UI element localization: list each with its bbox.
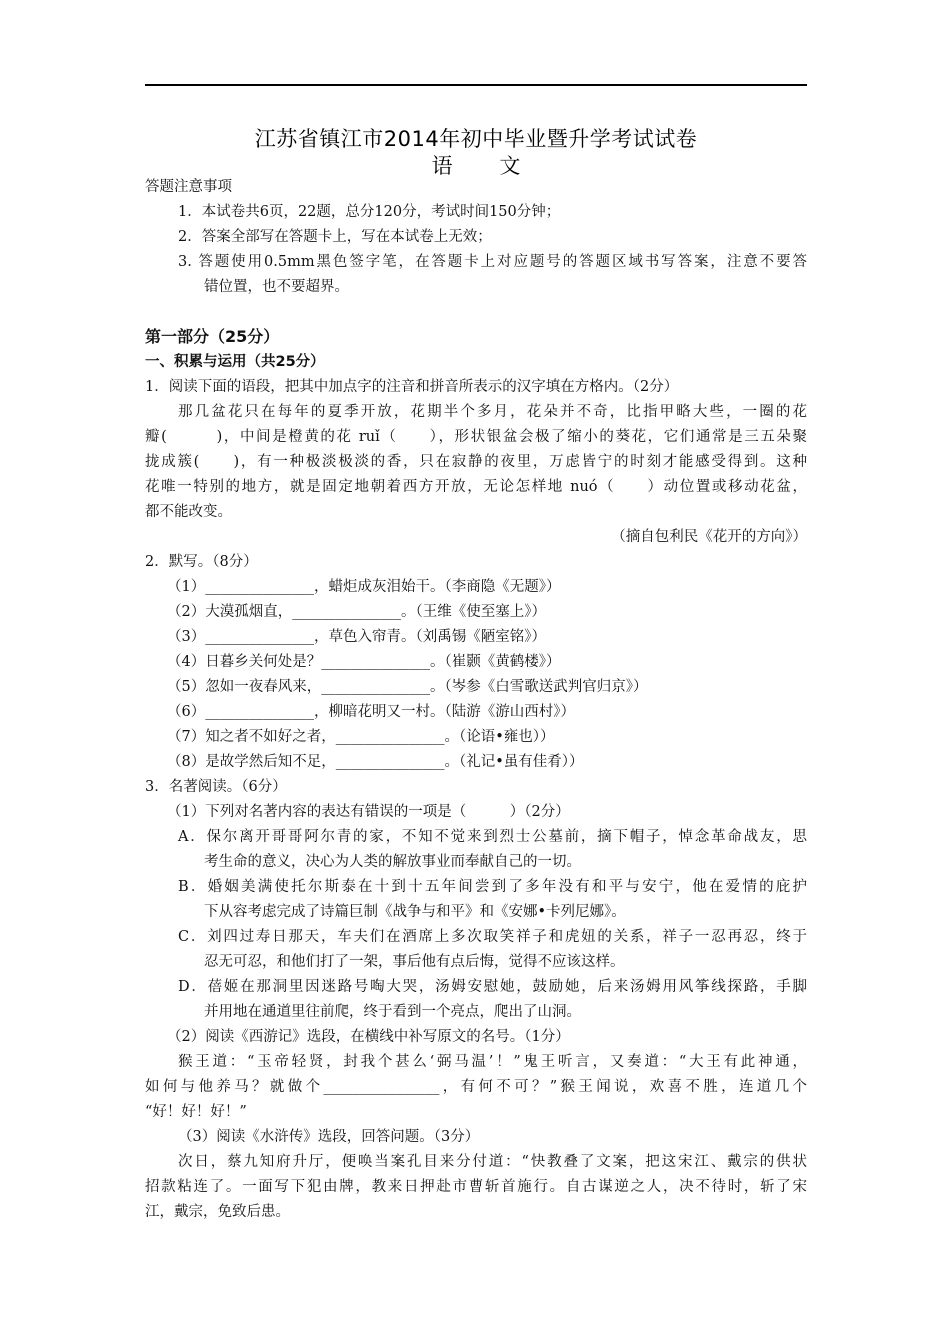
section1-title: 一、积累与运用（共25分） [145, 354, 325, 370]
q1-passage-line: 花唯一特别的地方，就是固定地朝着西方开放，无论怎样地 nuó（ ）动位置或移动花盆， [145, 479, 807, 495]
q3-option-b-cont: 下从容考虑完成了诗篇巨制《战争与和平》和《安娜•卡列尼娜》。 [204, 904, 626, 920]
q3-shuihu-line: 次日，蔡九知府升厅，便唤当案孔目来分付道：“快教叠了文案，把这宋江、戴宗的供状 [178, 1154, 807, 1170]
q3-option-a: A．保尔离开哥哥阿尔青的家，不知不觉来到烈士公墓前，摘下帽子，悼念革命战友，思 [178, 829, 807, 845]
q1-passage-line: 那几盆花只在每年的夏季开放，花期半个多月，花朵并不奇，比指甲略大些，一圈的花 [178, 404, 807, 420]
q3-option-d-cont: 并用地在通道里往前爬，终于看到一个亮点，爬出了山洞。 [204, 1004, 581, 1020]
q3-option-c-cont: 忍无可忍，和他们打了一架，事后他有点后悔，觉得不应该这样。 [204, 954, 625, 970]
q1-prompt: 1．阅读下面的语段，把其中加点字的注音和拼音所表示的汉字填在方格内。（2分） [145, 379, 679, 395]
q3-option-b: B．婚姻美满使托尔斯泰在十到十五年间尝到了多年没有和平与安宁，他在爱情的庇护 [178, 879, 807, 895]
notice-heading: 答题注意事项 [145, 179, 232, 195]
q1-passage-line: 拢成簇( )，有一种极淡极淡的香，只在寂静的夜里，万虑皆宁的时刻才能感受得到。这种 [145, 454, 807, 470]
q2-line-7: （7）知之者不如好之者，_______________。（论语•雍也）） [167, 729, 555, 745]
q2-line-4: （4）日暮乡关何处是？_______________。（崔颢《黄鹤楼》） [167, 654, 561, 670]
q3-shuihu-line: 招款粘连了。一面写下犯由牌，教来日押赴市曹斩首施行。自古谋逆之人，决不待时，斩了宋 [145, 1179, 807, 1195]
q2-line-8: （8）是故学然后知不足，_______________。（礼记•虽有佳肴）） [167, 754, 584, 770]
q3-shuihu-line: 江，戴宗，免致后患。 [145, 1204, 290, 1220]
q3-sub3: （3）阅读《水浒传》选段，回答问题。（3分） [178, 1129, 480, 1145]
part1-title: 第一部分（25分） [145, 327, 280, 346]
q2-line-6: （6）_______________，柳暗花明又一村。（陆游《游山西村》） [167, 704, 575, 720]
header-rule [145, 84, 807, 86]
q2-line-1: （1）_______________，蜡炬成灰泪始干。（李商隐《无题》） [167, 579, 561, 595]
q3-sub1: （1）下列对名著内容的表达有错误的一项是（ ）（2分） [167, 804, 570, 820]
q3-xiyouji-line: “好！好！好！” [145, 1104, 247, 1120]
subject-title: 语 文 [431, 154, 521, 178]
q3-option-d: D．蓓姬在那洞里因迷路号啕大哭，汤姆安慰她，鼓励她，后来汤姆用风筝线探路，手脚 [178, 979, 807, 995]
notice-item-3: 3. 答题使用0.5mm黑色签字笔，在答题卡上对应题号的答题区域书写答案，注意不要答 [178, 254, 807, 270]
q1-passage-line: 都不能改变。 [145, 504, 232, 520]
q1-source: （摘自包利民《花开的方向》） [611, 529, 807, 545]
q3-prompt: 3．名著阅读。（6分） [145, 779, 287, 795]
notice-item-2: 2．答案全部写在答题卡上，写在本试卷上无效； [178, 229, 492, 245]
q3-option-c: C．刘四过寿日那天，车夫们在酒席上多次取笑祥子和虎妞的关系，祥子一忍再忍，终于 [178, 929, 807, 945]
q2-line-5: （5）忽如一夜春风来，_______________。（岑参《白雪歌送武判官归京》） [167, 679, 648, 695]
q3-sub2: （2）阅读《西游记》选段，在横线中补写原文的名号。（1分） [167, 1029, 570, 1045]
q3-option-a-cont: 考生命的意义，决心为人类的解放事业而奉献自己的一切。 [204, 854, 581, 870]
q3-xiyouji-line: 如何与他养马？就做个________________，有何不可？”猴王闻说，欢喜不胜，连道几个 [145, 1079, 807, 1095]
q1-passage-line: 瓣( )，中间是橙黄的花 ruǐ（ ），形状银盆会极了缩小的葵花，它们通常是三五朵聚 [145, 429, 807, 445]
q3-xiyouji-line: 猴王道：“玉帝轻贤，封我个甚么‘弼马温’！”鬼王听言，又奏道：“大王有此神通， [178, 1054, 807, 1070]
notice-item-1: 1．本试卷共6页，22题，总分120分，考试时间150分钟； [178, 204, 561, 220]
notice-item-3-cont: 错位置，也不要超界。 [204, 279, 349, 295]
q2-line-2: （2）大漠孤烟直，_______________。（王维《使至塞上》） [167, 604, 546, 620]
q2-line-3: （3）_______________，草色入帘青。（刘禹锡《陋室铭》） [167, 629, 546, 645]
q2-prompt: 2．默写。（8分） [145, 554, 258, 570]
exam-title: 江苏省镇江市2014年初中毕业暨升学考试试卷 [254, 127, 698, 151]
